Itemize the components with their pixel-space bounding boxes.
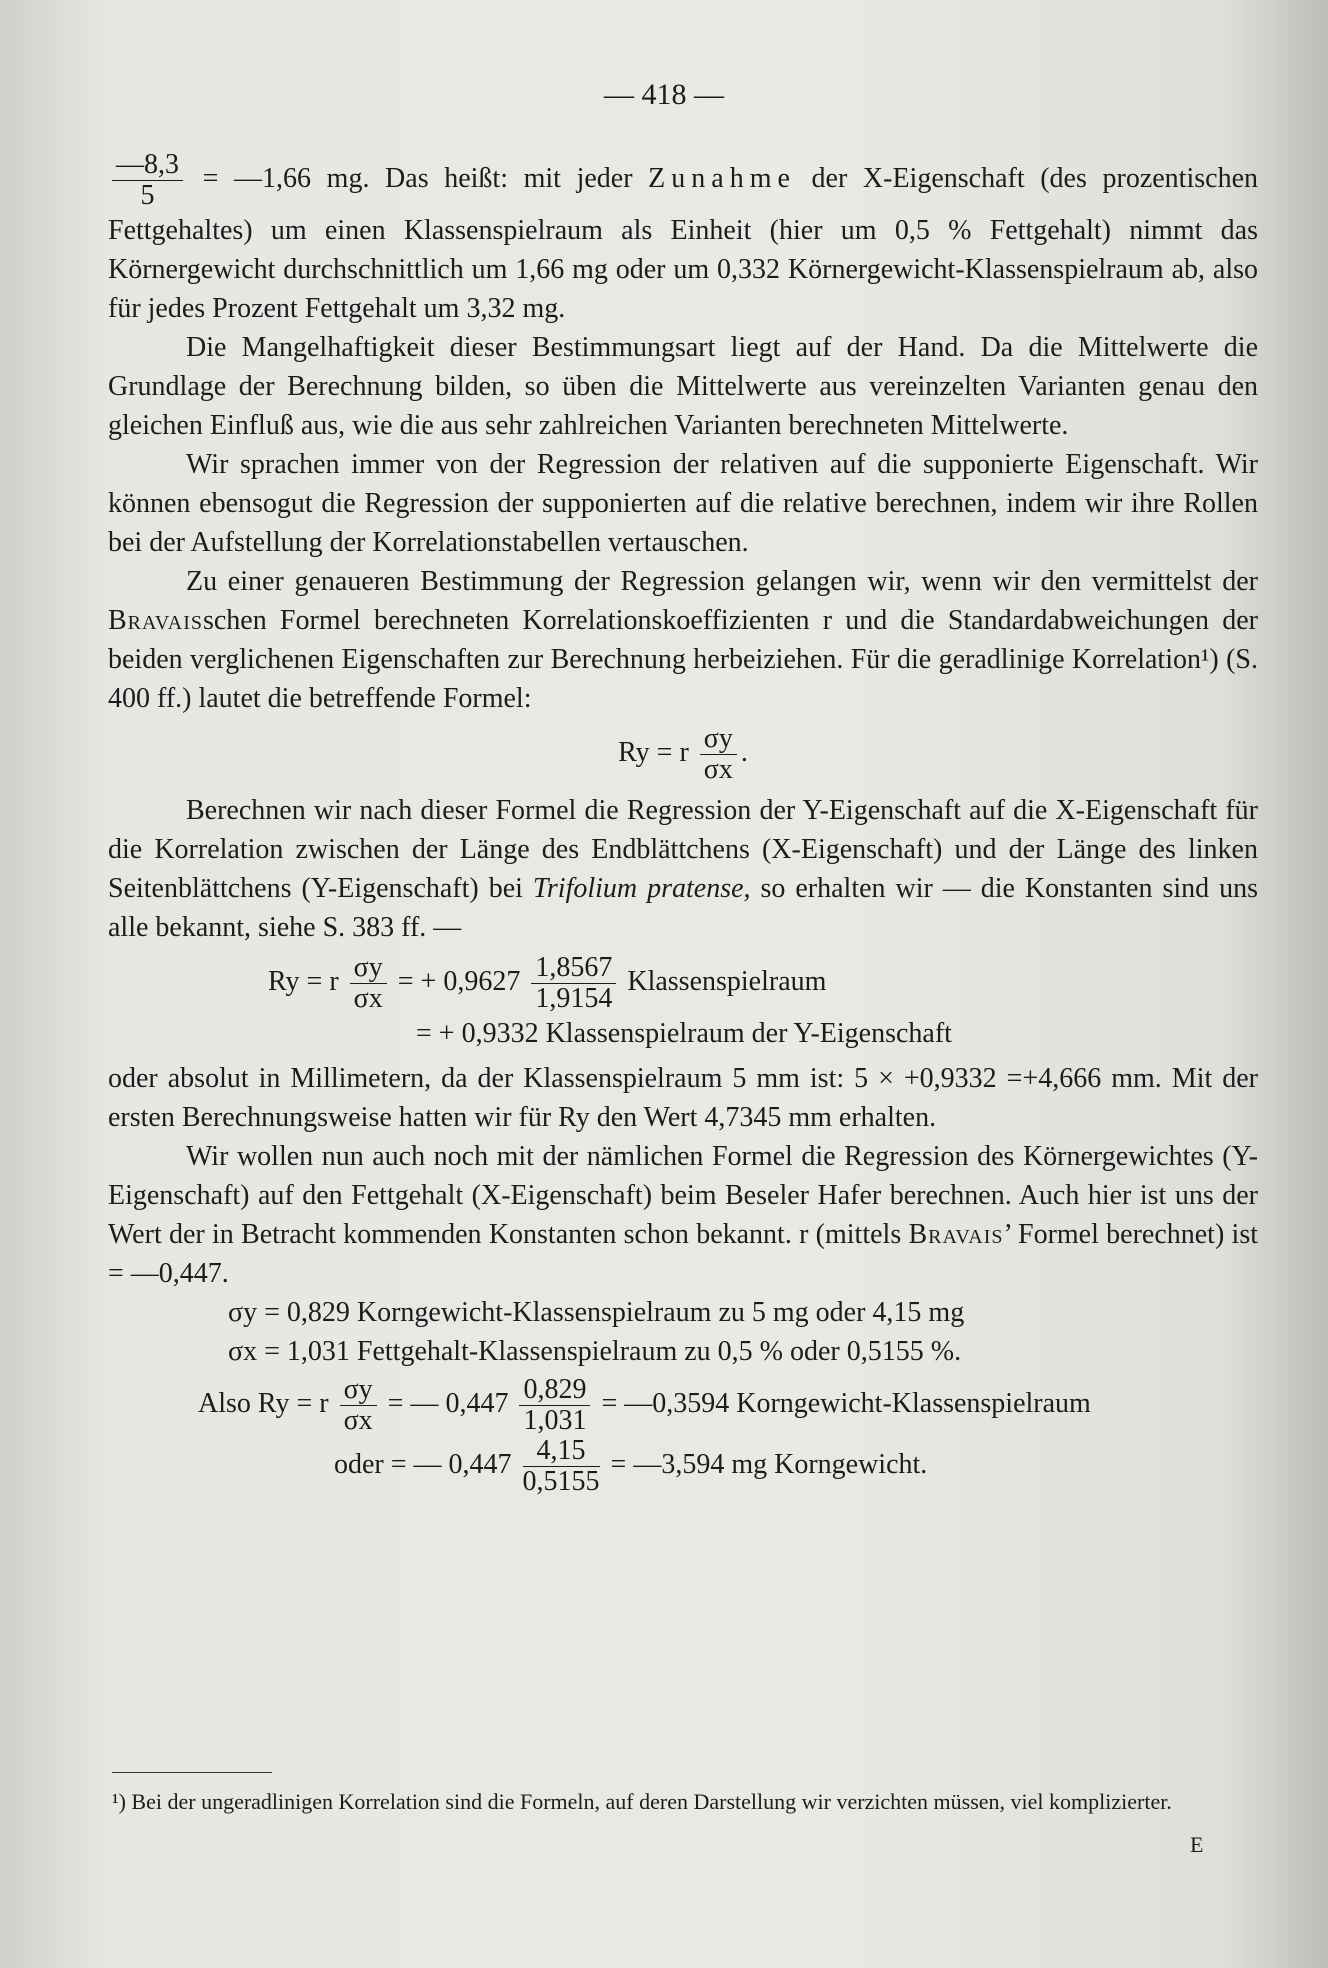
formula-result: = —3,594 mg Korngewicht. <box>610 1448 928 1480</box>
fraction <box>523 1436 600 1497</box>
author-name: Bravais <box>108 605 203 636</box>
fraction-denominator: σx <box>343 1405 373 1436</box>
text-run: schen Formel berechneten Korrelationskoeffizienten r und die Standardabweichungen der beiden verglichenen Eigenschaften zur Berechnung herbeiziehen. Für die geradlinige Korrelation¹) (S. 400 ff.) lautet die betreffende Formel: <box>108 605 1258 714</box>
formula-hafer <box>108 1375 1258 1497</box>
paragraph-5 <box>108 791 1258 947</box>
formula-result: = —0,3594 Korngewicht-Klassenspielraum <box>601 1387 1091 1419</box>
text-run: Berechnen wir nach dieser Formel die Regression der Y-Eigenschaft auf die X-Eigenschaft für die Korrelation zwischen der Länge des Endblättchens (X-Eigenschaft) und der Länge des linken Seitenblättchens (Y-Eigenschaft) bei <box>108 795 1258 904</box>
fraction <box>700 724 737 785</box>
formula-regression: Ry = r $\frac{\sigma y}{\sigma x}$ . <box>618 723 748 785</box>
formula-left: oder = — 0,447 <box>334 1448 512 1480</box>
fraction-denominator: 0,5155 <box>522 1466 600 1497</box>
equation-line <box>268 953 1258 1014</box>
fraction <box>531 953 616 1014</box>
fraction-numerator: σy <box>340 1375 377 1406</box>
paragraph-7 <box>108 1137 1258 1293</box>
fraction <box>112 150 183 211</box>
text-run: der X-Eigenschaft (des prozentischen Fettgehaltes) um einen Klassenspielraum als Einheit (hier um 0,5 % Fettgehalt) nimmt das Körnergewicht durchschnittlich um 1,66 mg oder um 0,332 Körnergewicht-Klassenspielraum ab, also für jedes Prozent Fettgehalt um 3,32 mg. <box>108 162 1258 324</box>
sigma-y-line: σy = 0,829 Korngewicht-Klassenspielraum zu 5 mg oder 4,15 mg <box>228 1297 965 1328</box>
author-name: Bravais <box>908 1219 1004 1250</box>
fraction-denominator: 1,031 <box>523 1405 587 1436</box>
footnote-divider <box>112 1772 272 1773</box>
formula-left: Ry = r <box>268 965 339 997</box>
fraction-denominator: σx <box>353 983 383 1014</box>
formula-unit: Klassenspielraum <box>627 965 827 997</box>
species-name: Trifolium pratense, <box>532 873 751 904</box>
equation-line <box>198 1436 1258 1497</box>
fraction-numerator: 4,15 <box>523 1436 600 1467</box>
fraction-denominator: σx <box>703 754 733 785</box>
fraction-denominator: 5 <box>140 180 155 211</box>
paragraph-1 <box>108 150 1258 328</box>
equation-line: = + 0,9332 Klassenspielraum der Y-Eigenschaft <box>416 1018 952 1049</box>
fraction-denominator: 1,9154 <box>535 983 613 1014</box>
paragraph-6: oder absolut in Millimetern, da der Klassenspielraum 5 mm ist: 5 × +0,9332 =+4,666 mm. Mit der ersten Berechnungsweise hatten wir für Ry den Wert 4,7345 mm erhalten. <box>108 1063 1258 1133</box>
body-text <box>108 150 1258 1497</box>
sigma-x-line: σx = 1,031 Fettgehalt-Klassenspielraum zu 0,5 % oder 0,5155 %. <box>228 1336 962 1367</box>
footnote: ¹) Bei der ungeradlinigen Korrelation sind die Formeln, auf deren Darstellung wir verzichten müssen, viel komplizierter. <box>112 1789 1172 1814</box>
page-number: — 418 — <box>604 78 724 111</box>
fraction <box>350 953 387 1014</box>
formula-coefficient: = + 0,9627 <box>397 965 521 997</box>
paragraph-2: Die Mangelhaftigkeit dieser Bestimmungsart liegt auf der Hand. Da die Mittelwerte die Grundlage der Berechnung bilden, so üben die Mittelwerte aus vereinzelten Varianten genau den gleichen Einfluß aus, wie die aus sehr zahlreichen Varianten berechneten Mittelwerte. <box>108 332 1258 441</box>
fraction-numerator: σy <box>350 953 387 984</box>
text-run: so erhalten wir — die Konstanten sind uns alle bekannt, siehe S. 383 ff. — <box>108 873 1258 943</box>
printer-mark: E <box>1190 1832 1204 1857</box>
formula-coefficient: = — 0,447 <box>387 1387 509 1419</box>
fraction-numerator: 1,8567 <box>531 953 616 984</box>
text-run: Wir wollen nun auch noch mit der nämlichen Formel die Regression des Körnergewichtes (Y-Eigenschaft) auf den Fettgehalt (X-Eigenschaft) beim Beseler Hafer berechnen. Auch hier ist uns der Wert der in Betracht kommenden Konstanten schon bekannt. r (mittels <box>108 1141 1258 1250</box>
fraction <box>340 1375 377 1436</box>
fraction-numerator: —8,3 <box>112 150 183 181</box>
paragraph-4 <box>108 562 1258 718</box>
equation-line <box>198 1375 1258 1436</box>
fraction-numerator: 0,829 <box>519 1375 590 1406</box>
emphasis-spaced: Zunahme <box>648 162 796 194</box>
text-run: = —1,66 mg. Das heißt: mit jeder <box>202 162 633 194</box>
formula-left: Ry = r <box>618 736 689 768</box>
text-run: Zu einer genaueren Bestimmung der Regression gelangen wir, wenn wir den vermittelst der <box>186 566 1258 597</box>
formula-trifolium <box>108 953 1258 1053</box>
paragraph-3: Wir sprachen immer von der Regression der relativen auf die supponierte Eigenschaft. Wir können ebensogut die Regression der supponierten auf die relative berechnen, indem wir ihre Rollen bei der Aufstellung der Korrelationstabellen vertauschen. <box>108 449 1258 558</box>
formula-left: Also Ry = r <box>198 1387 329 1419</box>
text-run: ’ Formel berechnet) ist = —0,447. <box>108 1219 1258 1289</box>
fraction-numerator: σy <box>700 724 737 755</box>
sigma-lines <box>108 1293 1258 1371</box>
fraction <box>519 1375 590 1436</box>
